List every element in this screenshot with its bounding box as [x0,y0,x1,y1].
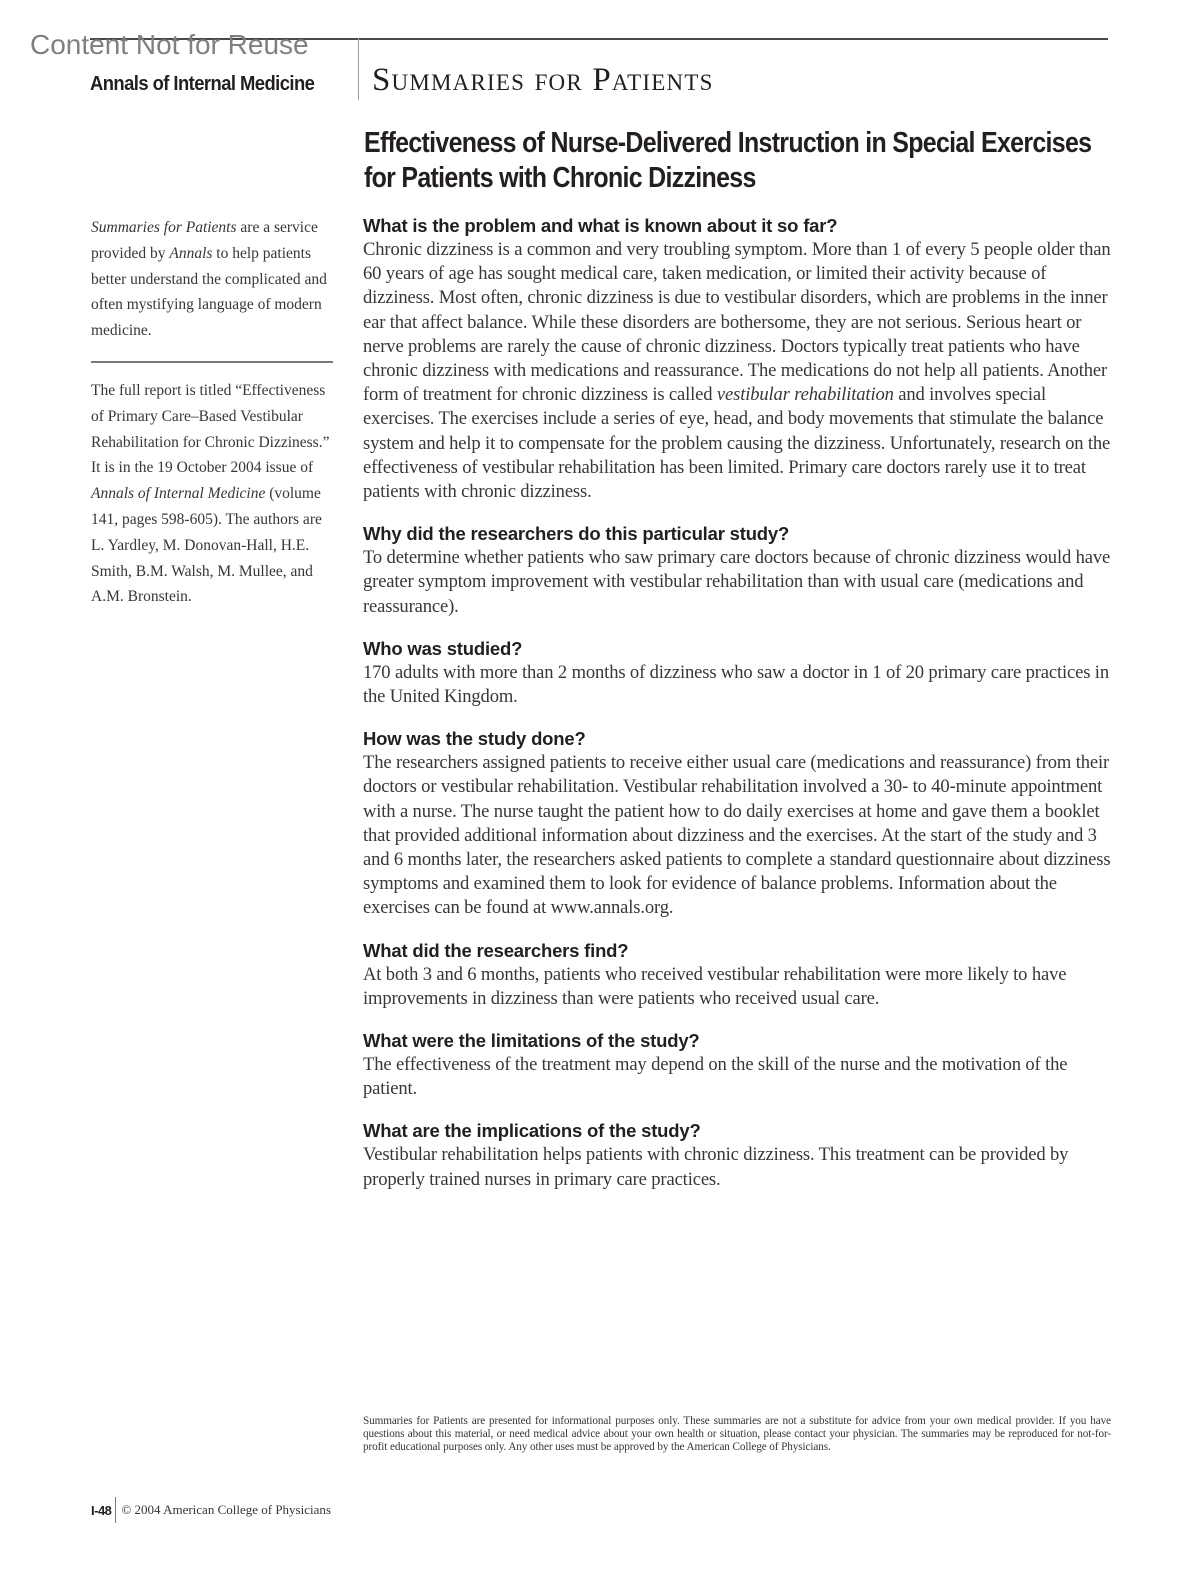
section-body [363,238,1113,504]
sidebar-report-journal: Annals of Internal Medicine [91,485,266,503]
section-body: Vestibular rehabilitation helps patients with chronic dizziness. This treatment can be provided by properly trained nurses in primary care practices. [363,1144,1069,1190]
section-heading: What are the implications of the study? [363,1120,701,1142]
section-heading: How was the study done? [363,728,586,750]
sidebar-intro [91,215,333,344]
sidebar-report-citation [91,378,333,610]
page-number: I-48 [91,1502,112,1518]
section-heading: What were the limitations of the study? [363,1030,700,1052]
footer-divider [115,1497,116,1523]
sidebar-intro-annals: Annals [169,244,213,262]
section-implications [363,1119,1113,1191]
sidebar-intro-text-2: to help patients better understand the complicated and often mystifying language of modern medicine. [91,244,327,340]
section-why [363,522,1113,619]
article-title: Effectiveness of Nurse-Delivered Instruction in Special Exercises for Patients with Chronic Dizziness [364,127,1092,194]
section-label: Summaries for Patients [372,62,714,98]
section-who [363,637,1113,709]
main-content [363,214,1113,1210]
section-body: At both 3 and 6 months, patients who received vestibular rehabilitation were more likely to have improvements in dizziness than were patients who received usual care. [363,963,1067,1009]
header-divider [358,38,359,100]
section-problem [363,214,1113,504]
copyright: © 2004 American College of Physicians [121,1502,331,1517]
journal-name: Annals of Internal Medicine [90,73,315,95]
sidebar-report-text-2: (volume 141, pages 598-605). The authors are L. Yardley, M. Donovan-Hall, H.E. Smith, B.M. Walsh, M. Mullee, and A.M. Bronstein. [91,485,322,606]
sidebar-report-text: The full report is titled “Effectiveness of Primary Care–Based Vestibular Rehabilitation for Chronic Dizziness.” It is in the 19 October 2004 issue of [91,382,330,477]
sidebar-intro-text: are a service provided by [91,219,318,262]
section-findings [363,939,1113,1011]
section-heading: Why did the researchers do this particular study? [363,523,790,545]
section-heading: What is the problem and what is known about it so far? [363,215,838,236]
section-body: To determine whether patients who saw primary care doctors because of chronic dizziness would have greater symptom improvement with vestibular rehabilitation than with usual care (medications and reassurance). [363,547,1111,617]
sidebar-intro-italic: Summaries for Patients [91,219,237,236]
section-body: 170 adults with more than 2 months of dizziness who saw a doctor in 1 of 20 primary care practices in the United Kingdom. [363,661,1109,708]
disclaimer: Summaries for Patients are presented for informational purposes only. These summaries are not a substitute for advice from your own medical provider. If you have questions about this material, or need medical advice about your own health or situation, please contact your physician. The summaries may be reproduced for not-for-profit educational purposes only. Any other uses must be approved by the American College of Physicians. [363,1415,1111,1454]
section-body-text-2: and involves special exercises. The exercises include a series of eye, head, and body movements that stimulate the balance system and help it to compensate for the problem causing the dizziness. Unfortunately, research on the effectiveness of vestibular rehabilitation has been limited. Primary care doctors rarely use it to treat patients with chronic dizziness. [363,384,1111,503]
section-heading: What did the researchers find? [363,939,629,961]
section-limitations [363,1029,1113,1101]
section-body: The researchers assigned patients to receive either usual care (medications and reassurance) from their doctors or vestibular rehabilitation. Vestibular rehabilitation involved a 30- to 40-minute appointment with a nurse. The nurse taught the patient how to do daily exercises at home and gave them a booklet that provided additional information about dizziness and the exercises. At the start of the study and 3 and 6 months later, the researchers asked patients to complete a standard questionnaire about dizziness symptoms and examined them to look for evidence of balance problems. Information about the exercises can be found at www.annals.org. [363,752,1111,919]
section-body-italic-term: vestibular rehabilitation [716,384,894,406]
sidebar-divider [91,361,333,363]
section-body: The effectiveness of the treatment may depend on the skill of the nurse and the motivation of the patient. [363,1054,1068,1100]
section-how [363,727,1113,920]
page-footer [91,1497,331,1523]
section-body-text: Chronic dizziness is a common and very troubling symptom. More than 1 of every 5 people older than 60 years of age has sought medical care, taken medication, or limited their activity because of dizziness. Most often, chronic dizziness is due to vestibular disorders, which are problems in the inner ear that affect balance. While these disorders are bothersome, they are not serious. Serious heart or nerve problems are rarely the cause of chronic dizziness. Doctors typically treat patients who have chronic dizziness with medications and reassurance. The medications do not help all patients. Another form of treatment for chronic dizziness is called [363,239,1111,406]
section-heading: Who was studied? [363,637,523,659]
watermark: Content Not for Reuse [30,29,309,60]
